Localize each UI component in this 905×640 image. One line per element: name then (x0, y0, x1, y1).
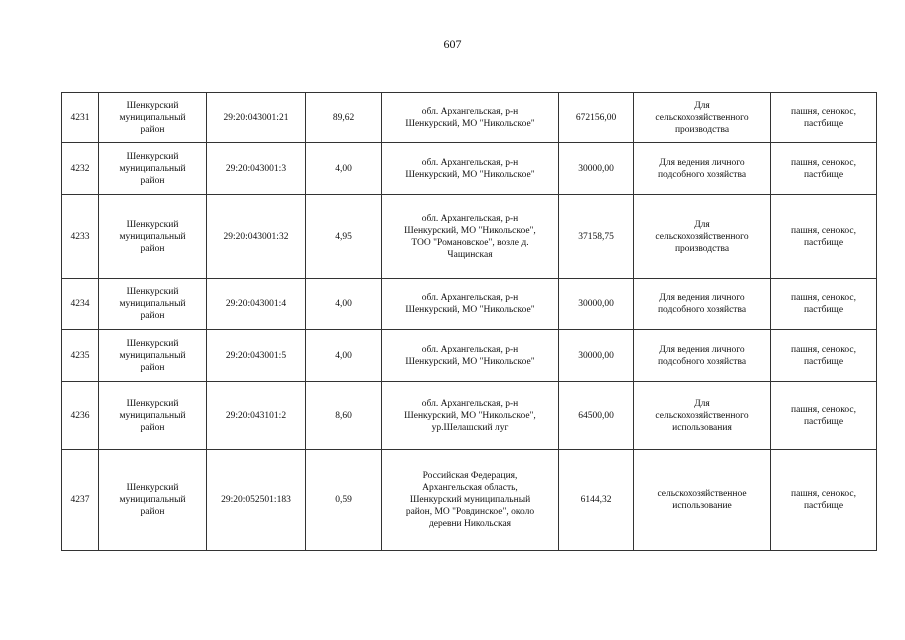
cell-text-line: район, МО "Ровдинское", около (405, 507, 535, 517)
area-cell: 8,60 (306, 382, 382, 450)
cell-text-line: обл. Архангельская, р-н (421, 106, 519, 117)
cell-text-line: обл. Архангельская, р-н (421, 157, 519, 168)
cell-text-line: пастбище (803, 169, 844, 180)
row-number: 4237 (62, 450, 99, 551)
cell-text-line: производства (674, 124, 730, 135)
land-use-cell (771, 279, 877, 330)
cell-text-line: подсобного хозяйства (657, 169, 747, 180)
purpose-cell (634, 195, 771, 279)
cell-text-line: Архангельская область, (422, 483, 518, 493)
cell-text-line: Для (694, 100, 710, 111)
cell-text-line: Шенкурский муниципальный (409, 495, 531, 505)
cell-text-line: пастбище (803, 416, 844, 427)
address-cell (382, 143, 559, 195)
cell-text-line: Шенкурский, МО "Никольское" (405, 305, 535, 315)
cell-text-line: пастбище (803, 356, 844, 367)
table-row (62, 279, 877, 330)
land-use-cell (771, 93, 877, 143)
cell-text-line: подсобного хозяйства (657, 356, 747, 367)
cell-text-line: обл. Архангельская, р-н (421, 344, 519, 355)
cell-text-line: Шенкурский (126, 287, 179, 297)
district-cell (99, 143, 207, 195)
table-row (62, 195, 877, 279)
cell-text-line: муниципальный (119, 495, 186, 505)
address-cell (382, 93, 559, 143)
cell-text-line: Чащинская (447, 249, 493, 260)
cell-text-line: пашня, сенокос, (791, 225, 856, 236)
cell-text-line: Шенкурский (126, 398, 179, 409)
table-row (62, 93, 877, 143)
purpose-cell (634, 450, 771, 551)
land-use-cell (771, 450, 877, 551)
cadastral-number: 29:20:043001:4 (207, 279, 306, 330)
area-cell: 0,59 (306, 450, 382, 551)
cell-text-line: муниципальный (119, 299, 186, 309)
cell-text-line: сельскохозяйственное (657, 489, 747, 499)
cell-text-line: Для ведения личного (659, 293, 745, 303)
cell-text-line: район (140, 243, 165, 254)
cadastral-number: 29:20:043001:5 (207, 330, 306, 382)
address-cell (382, 382, 559, 450)
row-number: 4233 (62, 195, 99, 279)
cell-text-line: муниципальный (119, 112, 186, 123)
address-cell (382, 195, 559, 279)
row-number: 4232 (62, 143, 99, 195)
table-row (62, 382, 877, 450)
cell-text-line: сельскохозяйственного (655, 410, 749, 421)
value-cell: 30000,00 (559, 330, 634, 382)
cell-text-line: использования (672, 422, 732, 433)
purpose-cell (634, 330, 771, 382)
purpose-cell (634, 143, 771, 195)
area-cell: 4,00 (306, 143, 382, 195)
cell-text-line: Шенкурский (126, 338, 179, 349)
cell-text-line: район (140, 311, 165, 321)
cell-text-line: пашня, сенокос, (791, 106, 856, 117)
cell-text-line: Шенкурский (126, 151, 179, 162)
land-use-cell (771, 195, 877, 279)
cell-text-line: Шенкурский, МО "Никольское", (404, 225, 536, 236)
address-cell (382, 450, 559, 551)
cell-text-line: пастбище (803, 501, 844, 511)
value-cell: 64500,00 (559, 382, 634, 450)
cell-text-line: Для ведения личного (659, 344, 745, 355)
cell-text-line: сельскохозяйственного (655, 231, 749, 242)
cell-text-line: производства (674, 243, 730, 254)
area-cell: 89,62 (306, 93, 382, 143)
cell-text-line: Шенкурский, МО "Никольское" (405, 169, 535, 180)
land-use-cell (771, 143, 877, 195)
cell-text-line: обл. Архангельская, р-н (421, 293, 519, 303)
address-cell (382, 279, 559, 330)
purpose-cell (634, 93, 771, 143)
cell-text-line: район (140, 175, 165, 186)
table-row (62, 330, 877, 382)
address-cell (382, 330, 559, 382)
cell-text-line: район (140, 507, 165, 517)
cell-text-line: Шенкурский, МО "Никольское" (405, 356, 535, 367)
area-cell: 4,95 (306, 195, 382, 279)
cell-text-line: район (140, 124, 165, 135)
land-use-cell (771, 382, 877, 450)
cadastral-number: 29:20:043001:21 (207, 93, 306, 143)
cell-text-line: пастбище (803, 118, 844, 129)
cell-text-line: Российская Федерация, (422, 471, 518, 481)
cell-text-line: Шенкурский (126, 483, 179, 493)
land-registry-table (61, 92, 877, 551)
cadastral-number: 29:20:043101:2 (207, 382, 306, 450)
cell-text-line: район (140, 362, 165, 373)
cell-text-line: муниципальный (119, 410, 186, 421)
value-cell: 37158,75 (559, 195, 634, 279)
page-number: 607 (443, 37, 462, 51)
cell-text-line: Для (694, 219, 710, 230)
row-number: 4234 (62, 279, 99, 330)
district-cell (99, 450, 207, 551)
value-cell: 30000,00 (559, 143, 634, 195)
table-row (62, 143, 877, 195)
cell-text-line: Шенкурский, МО "Никольское" (405, 118, 535, 129)
cell-text-line: Шенкурский (126, 219, 179, 230)
cadastral-number: 29:20:043001:32 (207, 195, 306, 279)
row-number: 4235 (62, 330, 99, 382)
cell-text-line: пашня, сенокос, (791, 404, 856, 415)
cell-text-line: деревни Никольская (428, 519, 512, 529)
cell-text-line: Шенкурский, МО "Никольское", (404, 410, 536, 421)
district-cell (99, 279, 207, 330)
area-cell: 4,00 (306, 279, 382, 330)
cell-text-line: пашня, сенокос, (791, 344, 856, 355)
district-cell (99, 330, 207, 382)
cell-text-line: обл. Архангельская, р-н (421, 213, 519, 224)
cell-text-line: район (140, 422, 165, 433)
cell-text-line: ТОО "Романовское", возле д. (411, 237, 529, 248)
district-cell (99, 382, 207, 450)
cell-text-line: муниципальный (119, 163, 186, 174)
cell-text-line: подсобного хозяйства (657, 305, 747, 315)
cadastral-number: 29:20:052501:183 (207, 450, 306, 551)
cadastral-number: 29:20:043001:3 (207, 143, 306, 195)
purpose-cell (634, 279, 771, 330)
cell-text-line: использование (672, 501, 732, 511)
district-cell (99, 195, 207, 279)
district-cell (99, 93, 207, 143)
row-number: 4231 (62, 93, 99, 143)
cell-text-line: пашня, сенокос, (791, 489, 856, 499)
cell-text-line: пашня, сенокос, (791, 157, 856, 168)
land-use-cell (771, 330, 877, 382)
cell-text-line: муниципальный (119, 231, 186, 242)
cell-text-line: сельскохозяйственного (655, 112, 749, 123)
cell-text-line: муниципальный (119, 350, 186, 361)
purpose-cell (634, 382, 771, 450)
cell-text-line: обл. Архангельская, р-н (421, 398, 519, 409)
cell-text-line: пашня, сенокос, (791, 293, 856, 303)
cell-text-line: ур.Шелашский луг (431, 422, 509, 433)
row-number: 4236 (62, 382, 99, 450)
cell-text-line: Для (694, 398, 710, 409)
value-cell: 6144,32 (559, 450, 634, 551)
cell-text-line: пастбище (803, 305, 844, 315)
cell-text-line: Для ведения личного (659, 157, 745, 168)
area-cell: 4,00 (306, 330, 382, 382)
cell-text-line: Шенкурский (126, 100, 179, 111)
value-cell: 30000,00 (559, 279, 634, 330)
cell-text-line: пастбище (803, 237, 844, 248)
value-cell: 672156,00 (559, 93, 634, 143)
table-row (62, 450, 877, 551)
